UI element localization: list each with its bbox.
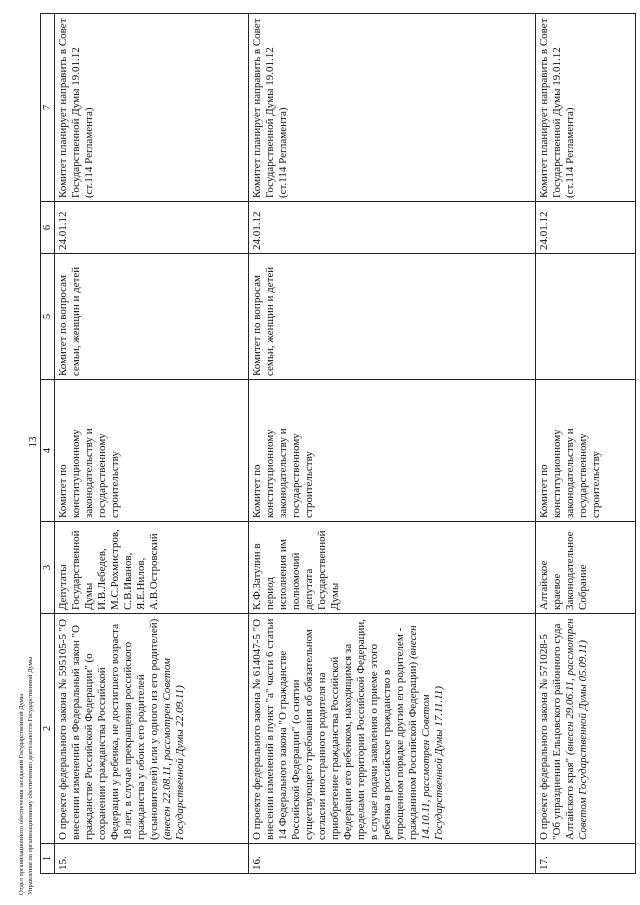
header-col-7: 7 [41, 14, 55, 202]
bill-description [55, 614, 249, 844]
co-executor-committee [535, 254, 635, 380]
footer [18, 605, 35, 895]
co-executor-committee: Комитет по вопросам семьи, женщин и детей [248, 254, 535, 380]
responsible-committee: Комитет по конституционному законодательству и государственному строительству [55, 380, 249, 522]
table-row [55, 14, 249, 874]
row-number: 17. [535, 844, 635, 874]
deadline-date: 24.01.12 [55, 202, 249, 254]
bill-author: Алтайское краевое Законодательное Собрание [535, 522, 635, 614]
bill-title: О проекте федерального закона № 595105-5 "О внесении изменений в Федеральный закон "О гражданстве Российской Федерации" (о сохранении гражданства Российской Федерации у ребенка, не достигшего возраста 18 лет, в случае прекращения российского гражданства у обоих его родителей (усыновителей) или у одного из его родителей) [57, 618, 160, 840]
bill-title: О проекте федерального закона № 571028-5 "Об упразднении Ельцовского районного суда Алтайского края" [537, 623, 576, 840]
header-col-3: 3 [41, 522, 55, 614]
responsible-committee: Комитет по конституционному законодательству и государственному строительству [248, 380, 535, 522]
header-col-4: 4 [41, 380, 55, 522]
footer-line-1: Отдел организационного обеспечения заседаний Государственной Думы [18, 693, 25, 895]
plan-note: Комитет планирует направить в Совет Государственной Думы 19.01.12 (ст.114 Регламента) [248, 14, 535, 202]
plan-note: Комитет планирует направить в Совет Государственной Думы 19.01.12 (ст.114 Регламента) [55, 14, 249, 202]
footer-line-2: Управления по организационному обеспечению деятельности Государственной Думы [26, 656, 34, 895]
header-col-6: 6 [41, 202, 55, 254]
bill-author: К.Ф.Затулин в период исполнения им полномочий депутата Государственной Думы [248, 522, 535, 614]
deadline-date: 24.01.12 [535, 202, 635, 254]
header-col-2: 2 [41, 614, 55, 844]
row-number: 16. [248, 844, 535, 874]
deadline-date: 24.01.12 [248, 202, 535, 254]
bill-note: (внесен 22.08.11, рассмотрен Советом Государственной Думы 22.09.11) [161, 658, 186, 840]
rotated-page [40, 14, 636, 874]
bill-description [248, 614, 535, 844]
row-number: 15. [55, 844, 249, 874]
responsible-committee: Комитет по конституционному законодательству и государственному строительству [535, 380, 635, 522]
bill-description [535, 614, 635, 844]
header-col-1: 1 [41, 844, 55, 874]
table-row [248, 14, 535, 874]
header-col-5: 5 [41, 254, 55, 380]
bill-note: (внесен 14.10.11, рассмотрен Советом Государственной Думы 17.11.11) [406, 625, 445, 840]
plan-note: Комитет планирует направить в Совет Государственной Думы 19.01.12 (ст.114 Регламента) [535, 14, 635, 202]
bill-note: (внесен 29.06.11, рассмотрен Советом Государственной Думы 05.09.11) [563, 618, 589, 840]
bill-title: О проекте федерального закона № 614047-5 "О внесении изменений в пункт "а" части 6 статьи 14 Федерального закона "О гражданстве Российской Федерации" (о снятии существующего требования об обязательном согласии иностранного родителя на приобретение гражданства Российской Федерации его ребенком, находящимся за пределами территории Российской Федерации, в случае подачи заявления о приеме этого ребенка в российское гражданство в упрощенном порядке другим его родителем - гражданином Российской Федерации) [250, 618, 419, 840]
co-executor-committee: Комитет по вопросам семьи, женщин и детей [55, 254, 249, 380]
header-row [41, 14, 55, 874]
bills-table [40, 13, 636, 874]
table-row [535, 14, 635, 874]
page-number: 13 [27, 436, 39, 448]
bill-author: Депутаты Государственной Думы И.В.Лебедев, М.С.Рохмистров, С.В.Иванов, Я.Е.Нилов, А.В.Островский [55, 522, 249, 614]
